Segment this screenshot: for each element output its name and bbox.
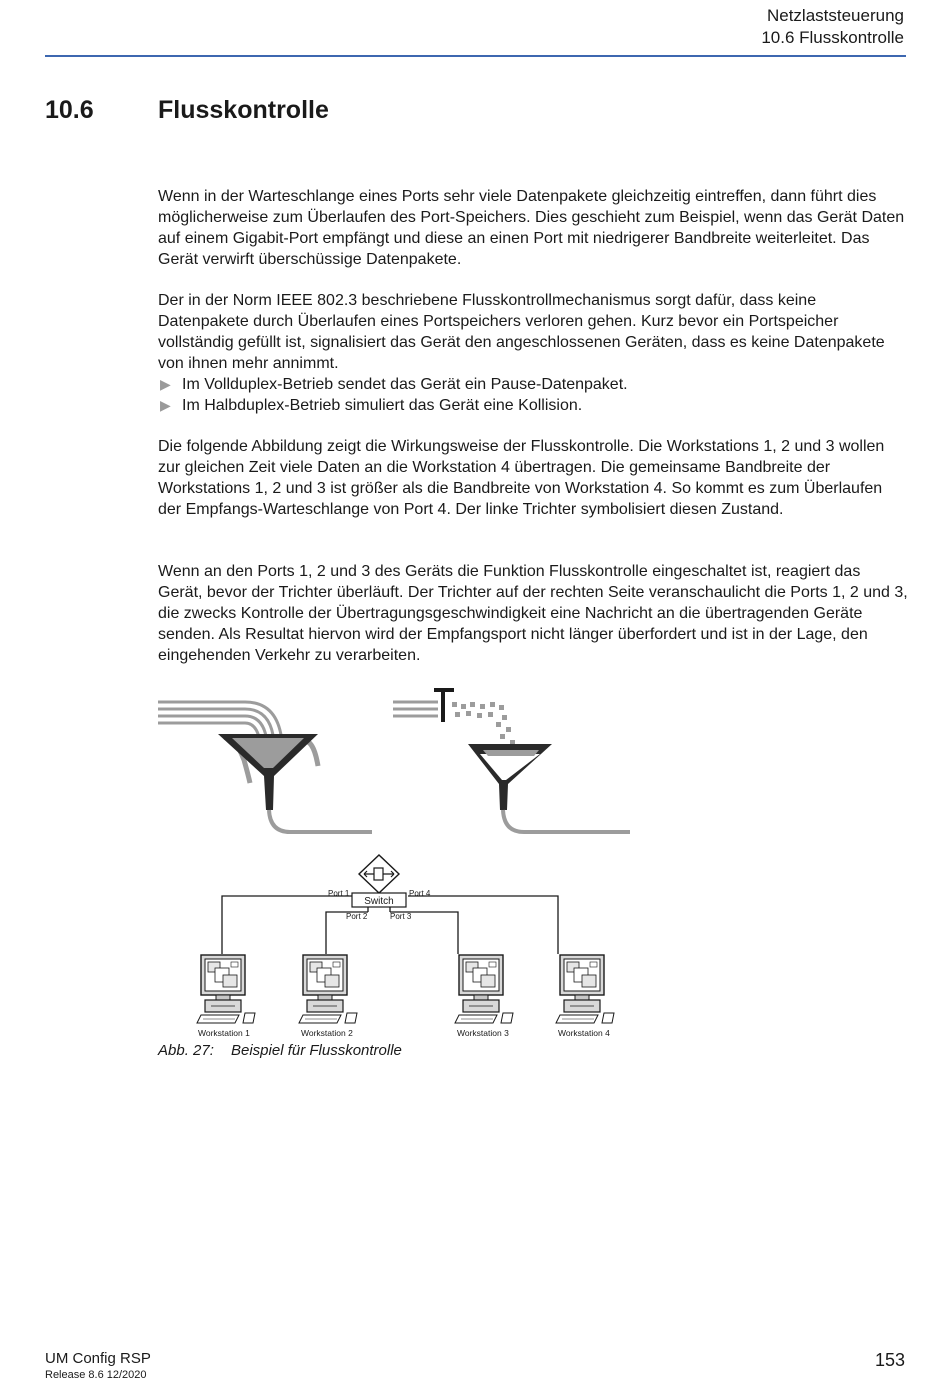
funnel-flow-control-icon: [393, 688, 630, 832]
port3-label: Port 3: [390, 912, 412, 921]
paragraph-2: Der in der Norm IEEE 802.3 beschriebene Flusskontrollmechanismus sorgt dafür, dass keine Datenpakete durch Überlaufen eines Portspeichers verloren gehen. Kurz bevor ein Portspeicher vollständig gefüllt ist, signalisiert das Gerät den angeschlossenen Geräten, dass es keine Datenpakete von ihnen mehr annimmt. ▶ Im Vollduplex-Betrieb sendet das Gerät ein Pause-Datenpaket. ▶ Im Halbduplex-Betrieb simuliert das Gerät eine Kollision.: [158, 290, 908, 416]
paragraph-3: Die folgende Abbildung zeigt die Wirkungsweise der Flusskontrolle. Die Workstations 1, 2 und 3 wollen zur gleichen Zeit viele Daten an die Workstation 4 übertragen. Die gemeinsame Bandbreite der Workstations 1, 2 und 3 ist größer als die Bandbreite von Workstation 4. So kommt es zum Überlaufen der Empfangs-Warteschlange von Port 4. Der linke Trichter symbolisiert diesen Zustand.: [158, 438, 885, 518]
workstation-2-icon: [299, 955, 357, 1023]
workstation-1-label: Workstation 1: [198, 1028, 250, 1038]
triangle-bullet-icon: ▶: [160, 397, 171, 413]
running-header: [761, 5, 904, 49]
port1-label: Port 1: [328, 889, 350, 898]
workstation-3-label: Workstation 3: [457, 1028, 509, 1038]
port2-label: Port 2: [346, 912, 368, 921]
section-number: 10.6: [45, 96, 94, 124]
paragraph-1: Wenn in der Warteschlange eines Ports sehr viele Datenpakete gleichzeitig eintreffen, dann führt dies möglicherweise zum Überlaufen des Port-Speichers. Dies geschieht zum Beispiel, wenn das Gerät Daten auf einem Gigabit-Port empfängt und diese an einen Port mit niedrigerer Bandbreite weiterleitet. Das Gerät verwirft überschüssige Datenpakete.: [158, 188, 905, 268]
page-number: 153: [874, 1350, 905, 1370]
header-divider: [45, 55, 906, 57]
workstation-2-label: Workstation 2: [301, 1028, 353, 1038]
switch-label: Switch: [364, 896, 394, 907]
footer-release: Release 8.6 12/2020: [45, 1369, 147, 1381]
flow-control-figure: [150, 684, 630, 1044]
funnel-overflow-icon: [158, 702, 372, 832]
caption-label: Abb. 27:: [158, 1042, 214, 1059]
footer-doc-title: UM Config RSP: [45, 1350, 151, 1367]
workstation-4-label: Workstation 4: [558, 1028, 610, 1038]
header-section: 10.6 Flusskontrolle: [761, 28, 904, 47]
header-chapter: Netzlaststeuerung: [766, 6, 904, 25]
bullet-item-fullduplex: ▶ Im Vollduplex-Betrieb sendet das Gerät ein Pause-Datenpaket.: [160, 376, 628, 393]
section-title: Flusskontrolle: [158, 96, 329, 124]
bullet-item-halfduplex: ▶ Im Halbduplex-Betrieb simuliert das Gerät eine Kollision.: [160, 397, 583, 414]
workstation-3-icon: [455, 955, 513, 1023]
port4-label: Port 4: [409, 889, 431, 898]
workstation-4-icon: [556, 955, 614, 1023]
workstation-1-icon: [197, 955, 255, 1023]
figure-caption: [158, 1042, 402, 1059]
caption-text: Beispiel für Flusskontrolle: [231, 1042, 402, 1059]
triangle-bullet-icon: ▶: [160, 376, 171, 392]
footer-left: [45, 1350, 151, 1384]
paragraph-4: Wenn an den Ports 1, 2 und 3 des Geräts die Funktion Flusskontrolle eingeschaltet ist, reagiert das Gerät, bevor der Trichter überläuft. Der Trichter auf der rechten Seite veranschaulicht die Ports 1, 2 und 3, die zwecks Kontrolle der Übertragungsgeschwindigkeit eine Nachricht an die übertragenden Geräte senden. Als Resultat hiervon wird der Empfangsport nicht länger überfordert und ist in der Lage, den eingehenden Verkehr zu verarbeiten.: [158, 563, 908, 664]
